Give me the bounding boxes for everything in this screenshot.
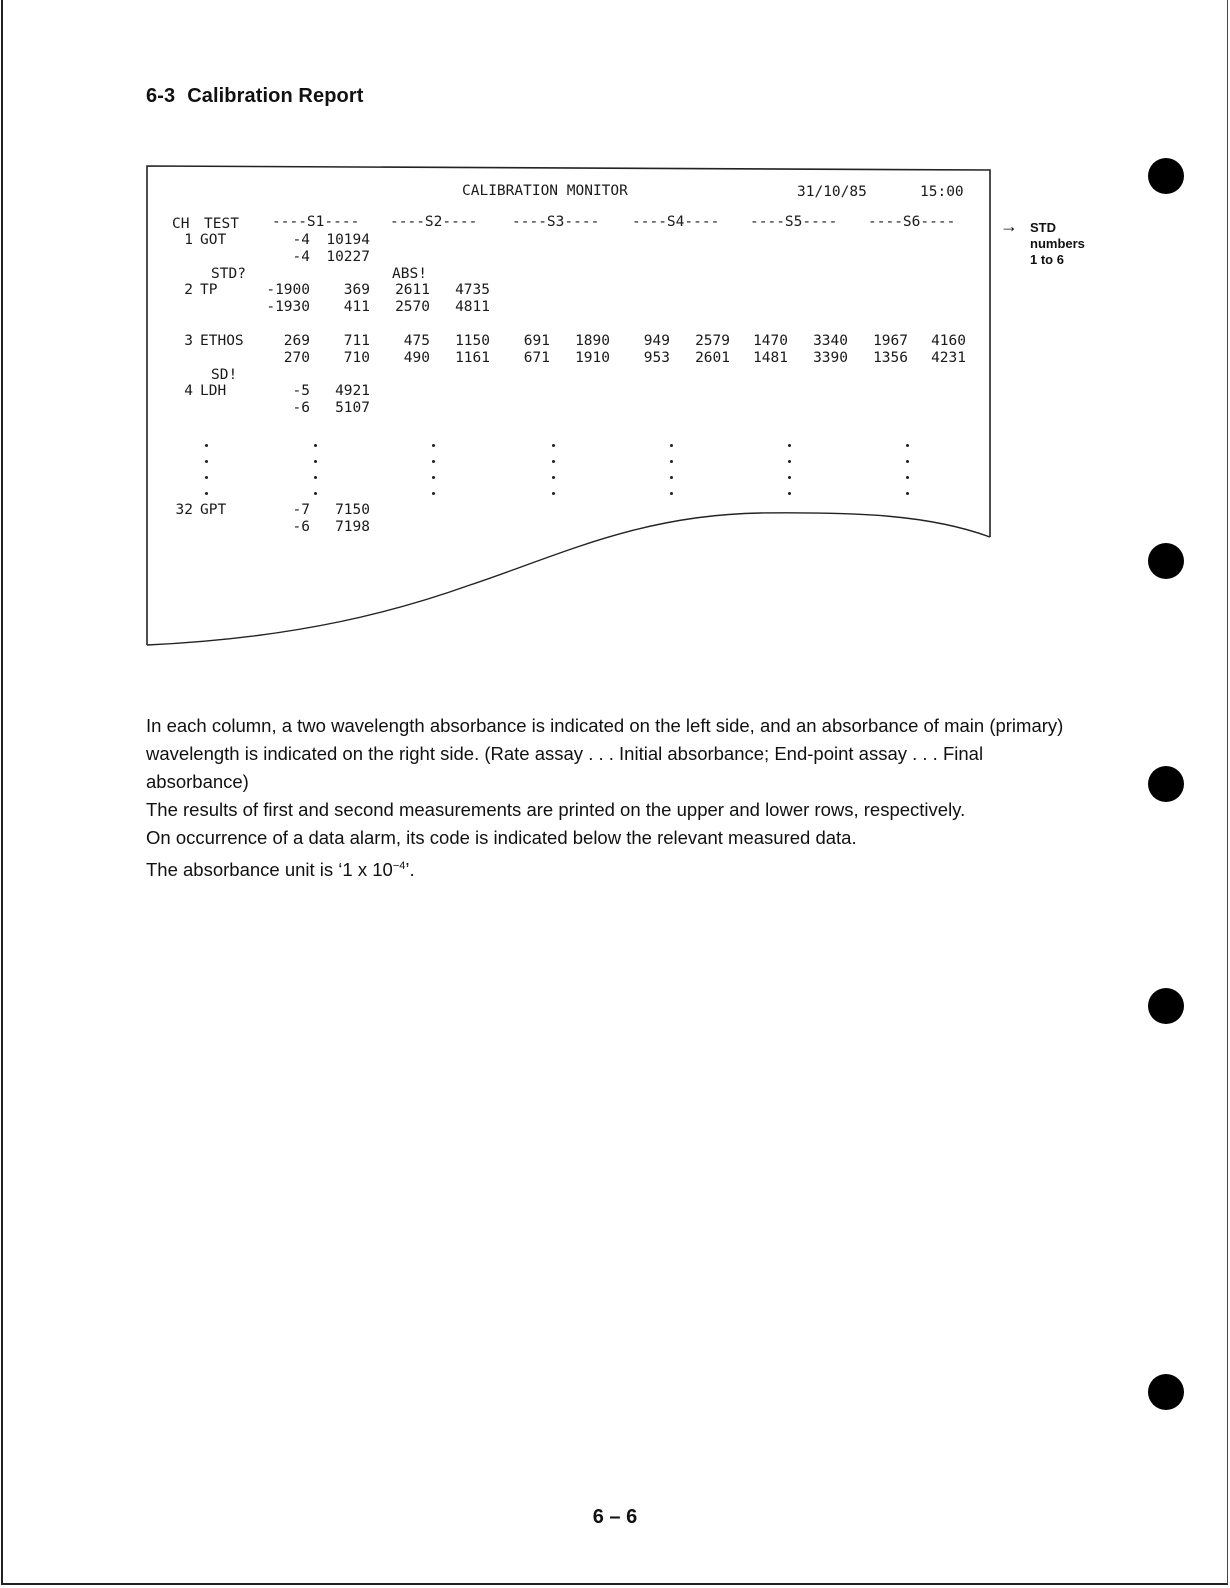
absorbance-value: 671 <box>523 350 550 366</box>
continuation-dot <box>552 476 555 479</box>
absorbance-value: -6 <box>292 519 310 535</box>
binder-hole <box>1148 766 1184 802</box>
absorbance-value: -1900 <box>266 282 310 298</box>
continuation-dot <box>205 476 208 479</box>
ch-number: 2 <box>184 282 193 298</box>
absorbance-value: 2601 <box>695 350 730 366</box>
absorbance-value: 4811 <box>455 299 490 315</box>
absorbance-value: 1470 <box>753 333 788 349</box>
ch-number: 3 <box>184 333 193 349</box>
binder-hole <box>1148 543 1184 579</box>
continuation-dot <box>906 476 909 479</box>
section-number: 6-3 <box>146 85 176 107</box>
absorbance-value: -4 <box>292 232 310 248</box>
test-name: ETHOS <box>200 333 244 349</box>
continuation-dot <box>432 460 435 463</box>
std-header-s3: ----S3---- <box>512 214 600 230</box>
absorbance-value: 1967 <box>873 333 908 349</box>
printout-frame <box>0 0 1230 700</box>
paragraph: On occurrence of a data alarm, its code is indicated below the relevant measured data. <box>146 827 857 848</box>
test-name: LDH <box>200 383 227 399</box>
std-header-s1: ----S1---- <box>272 214 360 230</box>
std-header-s5: ----S5---- <box>750 214 838 230</box>
absorbance-value: 2579 <box>695 333 730 349</box>
test-name: TP <box>200 282 218 298</box>
absorbance-value: 411 <box>343 299 370 315</box>
std-header-s4: ----S4---- <box>632 214 720 230</box>
arrow-left-icon: → <box>1000 216 1018 236</box>
explanation-text <box>146 712 1086 884</box>
absorbance-value: 1150 <box>455 333 490 349</box>
absorbance-value: 3390 <box>813 350 848 366</box>
absorbance-value: 1890 <box>575 333 610 349</box>
absorbance-value: 4231 <box>931 350 966 366</box>
absorbance-value: 711 <box>343 333 370 349</box>
std-label-line3: 1 to 6 <box>1030 252 1064 267</box>
continuation-dot <box>552 460 555 463</box>
continuation-dot <box>788 444 791 447</box>
binder-hole <box>1148 988 1184 1024</box>
absorbance-value: -5 <box>292 383 310 399</box>
continuation-dot <box>205 460 208 463</box>
absorbance-value: 490 <box>403 350 430 366</box>
absorbance-value: 1910 <box>575 350 610 366</box>
test-name: GOT <box>200 232 227 248</box>
continuation-dot <box>670 476 673 479</box>
continuation-dot <box>788 460 791 463</box>
ch-number: 4 <box>184 383 193 399</box>
absorbance-value: -7 <box>292 502 310 518</box>
continuation-dot <box>670 492 673 495</box>
continuation-dot <box>432 444 435 447</box>
absorbance-unit-line: The absorbance unit is ‘1 x $10^{-4}$’. <box>146 859 415 881</box>
col-test-header: TEST <box>204 216 239 232</box>
absorbance-value: -1930 <box>266 299 310 315</box>
continuation-dot <box>205 492 208 495</box>
absorbance-value: -6 <box>292 400 310 416</box>
std-label-line1: STD <box>1030 220 1056 235</box>
paragraph: The results of first and second measurements are printed on the upper and lower rows, respectively. <box>146 799 966 820</box>
data-alarm-code: SD! <box>211 367 238 383</box>
absorbance-value: 3340 <box>813 333 848 349</box>
absorbance-value: 5107 <box>335 400 370 416</box>
data-alarm-code: STD? <box>211 266 246 282</box>
absorbance-value: 1356 <box>873 350 908 366</box>
absorbance-value: 10194 <box>326 232 370 248</box>
absorbance-value: 691 <box>523 333 550 349</box>
test-name: GPT <box>200 502 227 518</box>
page-number: 6 – 6 <box>592 1506 638 1528</box>
absorbance-value: 2570 <box>395 299 430 315</box>
continuation-dot <box>670 460 673 463</box>
std-numbers-annotation <box>1000 216 1085 268</box>
absorbance-value: 1481 <box>753 350 788 366</box>
continuation-dot <box>906 460 909 463</box>
absorbance-value: 4735 <box>455 282 490 298</box>
continuation-dot <box>314 460 317 463</box>
continuation-dot <box>552 444 555 447</box>
printout-time: 15:00 <box>920 184 964 200</box>
absorbance-value: 4921 <box>335 383 370 399</box>
binder-hole <box>1148 158 1184 194</box>
absorbance-value: 475 <box>403 333 430 349</box>
paragraph: In each column, a two wavelength absorbance is indicated on the left side, and an absorbance of main (primary) wavelength is indicated on the right side. (Rate assay . . . Initial absorbance; End-point assay . . . Final absorbance) <box>146 715 1064 792</box>
continuation-dot <box>552 492 555 495</box>
std-header-s2: ----S2---- <box>390 214 478 230</box>
continuation-dot <box>314 492 317 495</box>
absorbance-value: -4 <box>292 249 310 265</box>
absorbance-value: 10227 <box>326 249 370 265</box>
continuation-dot <box>788 476 791 479</box>
continuation-dot <box>788 492 791 495</box>
absorbance-value: 4160 <box>931 333 966 349</box>
absorbance-value: 953 <box>643 350 670 366</box>
absorbance-value: 269 <box>283 333 310 349</box>
section-title: Calibration Report <box>187 85 364 107</box>
absorbance-value: 710 <box>343 350 370 366</box>
continuation-dot <box>670 444 673 447</box>
std-header-s6: ----S6---- <box>868 214 956 230</box>
absorbance-value: 7150 <box>335 502 370 518</box>
ch-number: 1 <box>184 232 193 248</box>
continuation-dot <box>432 492 435 495</box>
absorbance-value: 270 <box>283 350 310 366</box>
printout-date: 31/10/85 <box>797 184 867 200</box>
col-ch-header: CH <box>172 216 190 232</box>
continuation-dot <box>906 492 909 495</box>
continuation-dot <box>906 444 909 447</box>
continuation-dot <box>314 476 317 479</box>
continuation-dot <box>432 476 435 479</box>
binder-hole <box>1148 1374 1184 1410</box>
continuation-dot <box>205 444 208 447</box>
absorbance-value: 369 <box>343 282 370 298</box>
std-label-line2: numbers <box>1030 236 1085 251</box>
absorbance-value: 1161 <box>455 350 490 366</box>
continuation-dot <box>314 444 317 447</box>
ch-number: 32 <box>175 502 193 518</box>
printout-title: CALIBRATION MONITOR <box>462 183 628 199</box>
absorbance-value: 2611 <box>395 282 430 298</box>
absorbance-value: 7198 <box>335 519 370 535</box>
absorbance-value: 949 <box>643 333 670 349</box>
data-alarm-code: ABS! <box>392 266 427 282</box>
